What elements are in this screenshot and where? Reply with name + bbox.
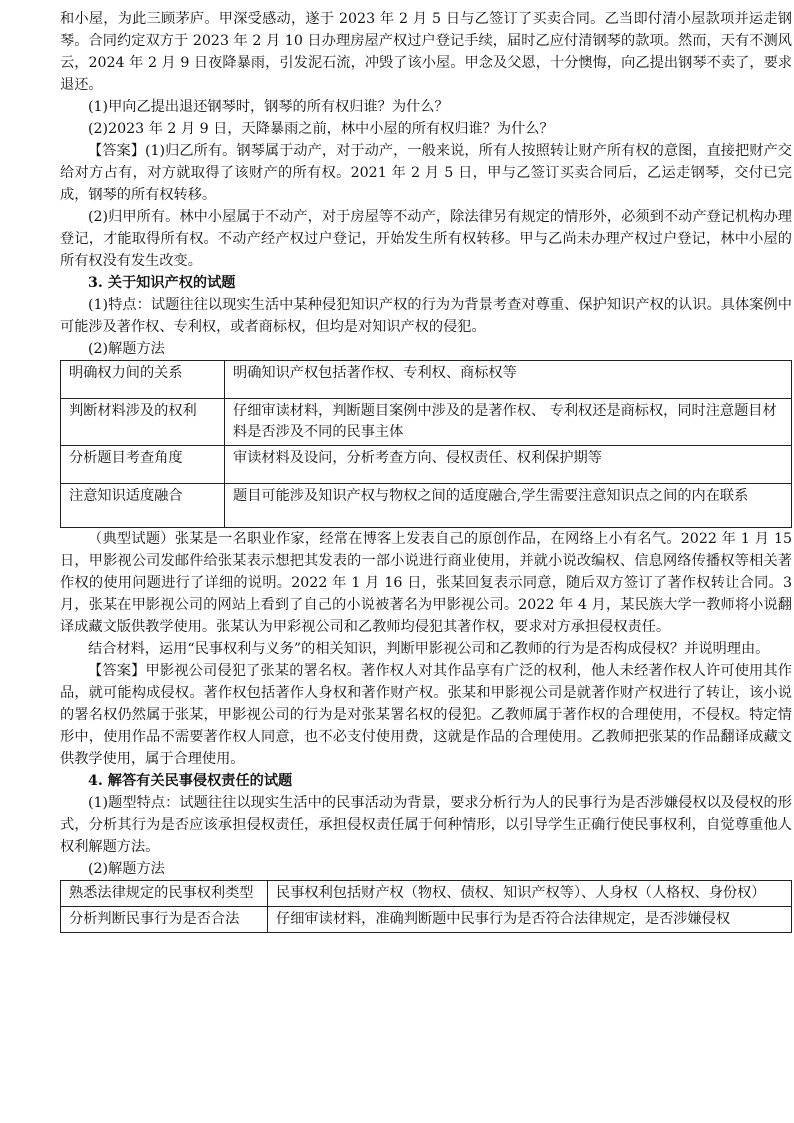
answer-1: 【答案】(1)归乙所有。钢琴属于动产，对于动产，一般来说，所有人按照转让财产所有权的意图，直接把财产交给对方占有，对方就取得了该财产的所有权。2021 年 2 月 5 日，甲与乙签订买卖合同后，乙运走钢琴，交付已完成，钢琴的所有权转移。	[60, 143, 792, 203]
table-row	[61, 484, 792, 528]
section-3-method: (2)解题方法	[88, 341, 165, 357]
table-row	[61, 399, 792, 446]
table-cell-key: 熟悉法律规定的民事权利类型	[61, 881, 268, 907]
section-4-feature: (1)题型特点：试题往往以现实生活中的民事活动为背景，要求分析行为人的民事行为是否涉嫌侵权以及侵权的形式，分析其行为是否应该承担侵权责任，承担侵权责任属于何种情形，以引导学生正确行使民事权利，自觉尊重他人权利解题方法。	[60, 795, 792, 855]
answer-2: (2)归甲所有。林中小屋属于不动产，对于房屋等不动产，除法律另有规定的情形外，必须到不动产登记机构办理登记，才能取得所有权。不动产经产权过户登记，开始发生所有权转移。甲与乙尚未办理产权过户登记，林中小屋的所有权没有发生改变。	[60, 209, 792, 269]
table-cell-value: 明确知识产权包括著作权、专利权、商标权等	[225, 361, 792, 399]
question-1: (1)甲向乙提出退还钢琴时，钢琴的所有权归谁？为什么？	[88, 99, 449, 115]
table-cell-key: 分析判断民事行为是否合法	[61, 907, 268, 933]
case-material: 和小屋，为此三顾茅庐。甲深受感动，遂于 2023 年 2 月 5 日与乙签订了买卖合同。乙当即付清小屋款项并运走钢琴。合同约定双方于 2023 年 2 月 10 日办理房屋产权过户登记手续，届时乙应付清钢琴的款项。然而，天有不测风云，2024 年 2 月 9 日夜降暴雨，引发泥石流，冲毁了该小屋。甲念及父恩，十分懊悔，向乙提出钢琴不卖了，要求退还。	[60, 11, 792, 93]
example-answer: 【答案】甲影视公司侵犯了张某的署名权。著作权人对其作品享有广泛的权利，他人未经著作权人许可使用其作品，就可能构成侵权。著作权包括著作人身权和著作财产权。张某和甲影视公司是就著作财产权进行了转让，该小说的署名权仍然属于张某，甲影视公司的行为是对张某署名权的侵犯。乙教师属于著作权的合理使用，不侵权。特定情形中，使用作品不需要著作权人同意，也不必支付使用费，这就是作品的合理使用。乙教师把张某的作品翻译成藏文供教学使用，属于合理使用。	[60, 663, 792, 767]
document-page	[60, 8, 792, 933]
section-4-heading: 4. 解答有关民事侵权责任的试题	[88, 773, 293, 789]
method-table-ip	[60, 360, 792, 528]
table-cell-value: 题目可能涉及知识产权与物权之间的适度融合,学生需要注意知识点之间的内在联系	[225, 484, 792, 528]
table-cell-value: 仔细审读材料，判断题目案例中涉及的是著作权、 专利权还是商标权，同时注意题目材料是否涉及不同的民事主体	[225, 399, 792, 446]
table-cell-key: 明确权力间的关系	[61, 361, 225, 399]
section-3-heading: 3. 关于知识产权的试题	[88, 275, 236, 291]
table-row	[61, 881, 792, 907]
section-4-method: (2)解题方法	[88, 861, 165, 877]
table-cell-key: 分析题目考查角度	[61, 446, 225, 484]
table-cell-key: 注意知识适度融合	[61, 484, 225, 528]
table-row	[61, 446, 792, 484]
table-cell-value: 民事权利包括财产权（物权、债权、知识产权等）、人身权（人格权、身份权）	[268, 881, 792, 907]
table-cell-value: 审读材料及设问，分析考查方向、侵权责任、权利保护期等	[225, 446, 792, 484]
example-prompt: 结合材料，运用“民事权利与义务”的相关知识，判断甲影视公司和乙教师的行为是否构成侵权？并说明理由。	[88, 641, 770, 657]
method-table-tort	[60, 880, 792, 933]
example-question: （典型试题）张某是一名职业作家，经常在博客上发表自己的原创作品，在网络上小有名气。2022 年 1 月 15 日，甲影视公司发邮件给张某表示想把其发表的一部小说进行商业使用，并就小说改编权、信息网络传播权等相关著作权的使用问题进行了详细的说明。2022 年 1 月 16 日，张某回复表示同意，随后双方签订了著作权转让合同。3 月，张某在甲影视公司的网站上看到了自己的小说被著名为甲影视公司。2022 年 4 月，某民族大学一教师将小说翻译成藏文版供教学使用。张某认为甲彩视公司和乙教师均侵犯其著作权，要求对方承担侵权责任。	[60, 531, 792, 635]
table-cell-key: 判断材料涉及的权利	[61, 399, 225, 446]
section-3-feature: (1)特点：试题往往以现实生活中某种侵犯知识产权的行为为背景考查对尊重、保护知识产权的认识。具体案例中可能涉及著作权、专利权，或者商标权，但均是对知识产权的侵犯。	[60, 297, 792, 335]
table-cell-value: 仔细审读材料，准确判断题中民事行为是否符合法律规定，是否涉嫌侵权	[268, 907, 792, 933]
question-2: (2)2023 年 2 月 9 日，天降暴雨之前，林中小屋的所有权归谁？为什么？	[88, 121, 554, 137]
table-row	[61, 361, 792, 399]
table-row	[61, 907, 792, 933]
